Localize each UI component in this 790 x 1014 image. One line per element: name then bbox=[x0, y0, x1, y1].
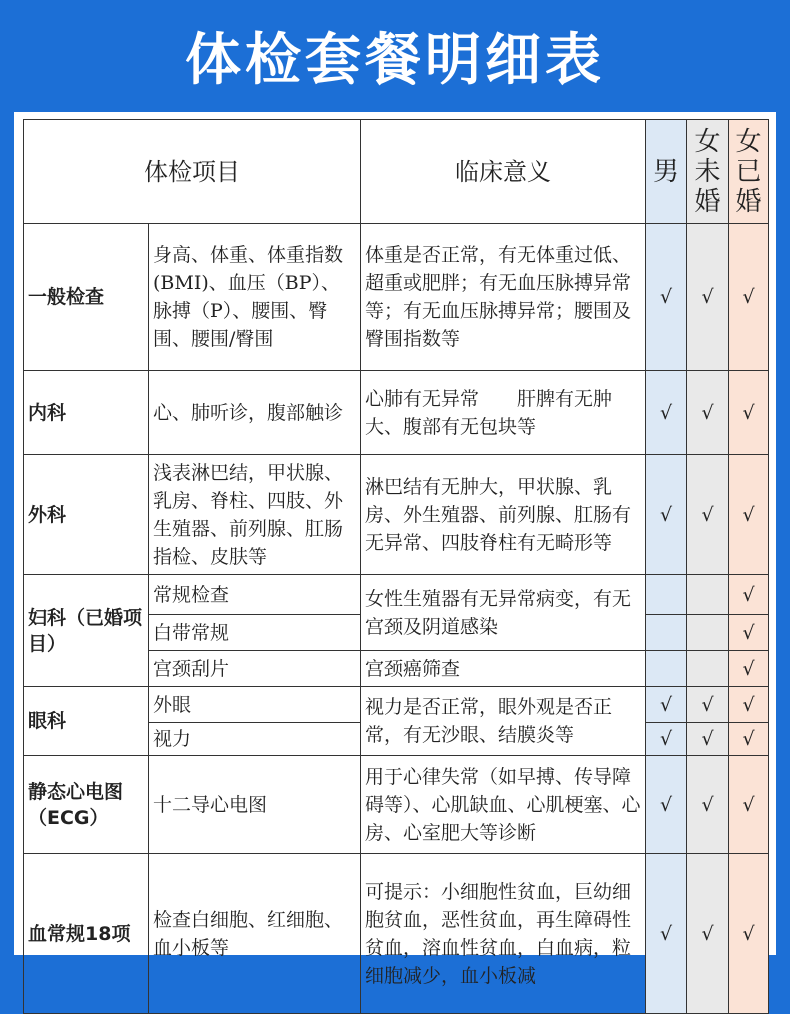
empty-unmarried bbox=[687, 651, 729, 687]
category-cell: 血常规18项 bbox=[24, 854, 149, 1014]
check-married: √ bbox=[729, 723, 769, 756]
meaning-cell: 用于心律失常（如早搏、传导障碍等）、心肌缺血、心肌梗塞、心房、心室肥大等诊断 bbox=[361, 756, 646, 854]
category-cell: 内科 bbox=[24, 371, 149, 455]
table-row bbox=[24, 854, 769, 1014]
meaning-cell: 宫颈癌筛查 bbox=[361, 651, 646, 687]
item-cell: 常规检查 bbox=[149, 575, 361, 615]
table-row bbox=[24, 756, 769, 854]
item-cell: 外眼 bbox=[149, 687, 361, 723]
empty-male bbox=[646, 575, 687, 615]
header-item: 体检项目 bbox=[24, 120, 361, 224]
meaning-cell: 淋巴结有无肿大，甲状腺、乳房、外生殖器、前列腺、肛肠有无异常、四肢脊柱有无畸形等 bbox=[361, 455, 646, 575]
checkup-table bbox=[23, 119, 769, 1014]
check-married: √ bbox=[729, 575, 769, 615]
item-cell: 心、肺听诊，腹部触诊 bbox=[149, 371, 361, 455]
meaning-cell: 视力是否正常，眼外观是否正常，有无沙眼、结膜炎等 bbox=[361, 687, 646, 756]
empty-male bbox=[646, 615, 687, 651]
item-cell: 浅表淋巴结，甲状腺、乳房、脊柱、四肢、外生殖器、前列腺、肛肠指检、皮肤等 bbox=[149, 455, 361, 575]
check-male: √ bbox=[646, 723, 687, 756]
meaning-cell: 心肺有无异常 肝脾有无肿大、腹部有无包块等 bbox=[361, 371, 646, 455]
check-married: √ bbox=[729, 651, 769, 687]
check-male: √ bbox=[646, 756, 687, 854]
empty-male bbox=[646, 651, 687, 687]
table-row bbox=[24, 371, 769, 455]
check-unmarried: √ bbox=[687, 687, 729, 723]
item-cell: 白带常规 bbox=[149, 615, 361, 651]
category-cell: 一般检查 bbox=[24, 224, 149, 371]
category-cell: 眼科 bbox=[24, 687, 149, 756]
item-cell: 检查白细胞、红细胞、血小板等 bbox=[149, 854, 361, 1014]
check-unmarried: √ bbox=[687, 756, 729, 854]
check-unmarried: √ bbox=[687, 854, 729, 1014]
check-male: √ bbox=[646, 371, 687, 455]
check-unmarried: √ bbox=[687, 455, 729, 575]
table-row bbox=[24, 575, 769, 615]
item-cell: 视力 bbox=[149, 723, 361, 756]
check-married: √ bbox=[729, 687, 769, 723]
meaning-cell: 可提示：小细胞性贫血，巨幼细胞贫血，恶性贫血，再生障碍性贫血，溶血性贫血，白血病，粒细胞减少，血小板减 bbox=[361, 854, 646, 1014]
check-married: √ bbox=[729, 455, 769, 575]
header-meaning: 临床意义 bbox=[361, 120, 646, 224]
check-married: √ bbox=[729, 756, 769, 854]
category-cell: 外科 bbox=[24, 455, 149, 575]
table-row bbox=[24, 455, 769, 575]
category-cell: 静态心电图（ECG） bbox=[24, 756, 149, 854]
check-married: √ bbox=[729, 224, 769, 371]
header-row bbox=[24, 120, 769, 224]
table-card bbox=[14, 112, 776, 987]
item-cell: 身高、体重、体重指数(BMI)、血压（BP）、脉搏（P）、腰围、臀围、腰围/臀围 bbox=[149, 224, 361, 371]
empty-unmarried bbox=[687, 615, 729, 651]
check-male: √ bbox=[646, 687, 687, 723]
table-row bbox=[24, 224, 769, 371]
empty-unmarried bbox=[687, 575, 729, 615]
header-female-married: 女已婚 bbox=[729, 120, 769, 224]
check-male: √ bbox=[646, 224, 687, 371]
header-female-unmarried: 女未婚 bbox=[687, 120, 729, 224]
check-male: √ bbox=[646, 455, 687, 575]
item-cell: 十二导心电图 bbox=[149, 756, 361, 854]
check-unmarried: √ bbox=[687, 224, 729, 371]
check-married: √ bbox=[729, 854, 769, 1014]
check-unmarried: √ bbox=[687, 723, 729, 756]
meaning-cell: 女性生殖器有无异常病变，有无宫颈及阴道感染 bbox=[361, 575, 646, 651]
category-cell: 妇科（已婚项目） bbox=[24, 575, 149, 687]
check-unmarried: √ bbox=[687, 371, 729, 455]
item-cell: 宫颈刮片 bbox=[149, 651, 361, 687]
check-male: √ bbox=[646, 854, 687, 1014]
meaning-cell: 体重是否正常，有无体重过低、超重或肥胖；有无血压脉搏异常等；有无血压脉搏异常；腰围及臀围指数等 bbox=[361, 224, 646, 371]
check-married: √ bbox=[729, 371, 769, 455]
page-title: 体检套餐明细表 bbox=[185, 28, 605, 93]
table-row bbox=[24, 687, 769, 723]
header-male: 男 bbox=[646, 120, 687, 224]
check-married: √ bbox=[729, 615, 769, 651]
